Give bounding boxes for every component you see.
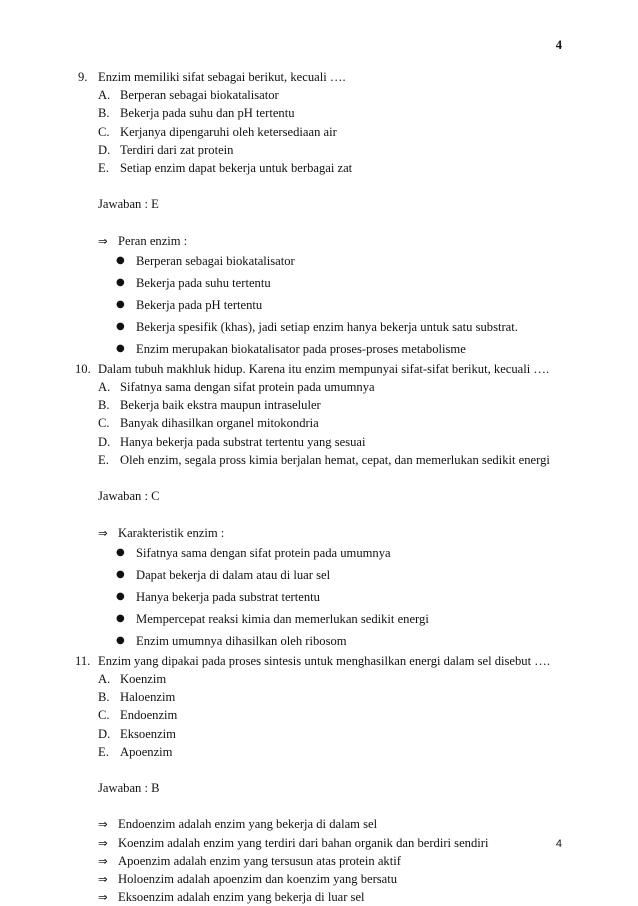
bullet-text: Bekerja spesifik (khas), jadi setiap enzim hanya bekerja untuk satu substrat. bbox=[136, 319, 518, 334]
bullet-text: Bekerja pada suhu tertentu bbox=[136, 275, 271, 290]
option-d bbox=[78, 433, 568, 451]
option-letter: E. bbox=[98, 160, 109, 175]
arrow-icon: ⇒ bbox=[98, 872, 108, 886]
option-text: Haloenzim bbox=[120, 690, 176, 705]
option-letter: B. bbox=[98, 690, 110, 705]
option-text: Endoenzim bbox=[120, 708, 178, 723]
option-text: Eksoenzim bbox=[120, 726, 176, 741]
arrow-item bbox=[78, 815, 568, 833]
bullet-icon: ● bbox=[116, 612, 125, 624]
question-number: 11. bbox=[75, 653, 91, 668]
arrow-icon: ⇒ bbox=[98, 817, 108, 832]
page-number-bottom: 4 bbox=[555, 838, 562, 850]
arrow-icon: ⇒ bbox=[98, 525, 108, 540]
bullet-item bbox=[78, 316, 568, 338]
bullet-text: Enzim merupakan biokatalisator pada proses-proses metabolisme bbox=[136, 341, 466, 356]
bullet-text: Enzim umumnya dihasilkan oleh ribosom bbox=[136, 633, 347, 648]
option-text: Koenzim bbox=[120, 671, 167, 686]
arrow-item bbox=[78, 870, 568, 888]
option-text: Bekerja pada suhu dan pH tertentu bbox=[120, 106, 295, 121]
bullet-text: Hanya bekerja pada substrat tertentu bbox=[136, 589, 320, 604]
bullet-icon: ● bbox=[116, 546, 125, 558]
option-b bbox=[78, 104, 568, 122]
option-text: Setiap enzim dapat bekerja untuk berbagai zat bbox=[120, 160, 353, 175]
arrow-item bbox=[78, 888, 568, 906]
option-text: Terdiri dari zat protein bbox=[120, 142, 234, 157]
option-c bbox=[78, 123, 568, 141]
arrow-text: Eksoenzim adalah enzim yang bekerja di luar sel bbox=[118, 890, 365, 905]
bullet-item bbox=[78, 294, 568, 316]
question-text: Enzim yang dipakai pada proses sintesis untuk menghasilkan energi dalam sel disebut …. bbox=[98, 653, 550, 668]
explanation-title-text: Peran enzim : bbox=[118, 233, 188, 248]
option-a bbox=[78, 378, 568, 396]
bullet-icon: ● bbox=[116, 568, 125, 580]
bullet-text: Berperan sebagai biokatalisator bbox=[136, 253, 295, 268]
arrow-text: Endoenzim adalah enzim yang bekerja di dalam sel bbox=[118, 817, 378, 832]
explanation-title-text: Karakteristik enzim : bbox=[118, 525, 225, 540]
arrow-item bbox=[78, 852, 568, 870]
bullet-icon: ● bbox=[116, 298, 125, 310]
option-letter: C. bbox=[98, 416, 110, 431]
arrow-icon: ⇒ bbox=[98, 890, 108, 905]
bullet-text: Dapat bekerja di dalam atau di luar sel bbox=[136, 567, 331, 582]
option-letter: E. bbox=[98, 744, 109, 759]
explanation-title bbox=[78, 232, 568, 250]
bullet-item bbox=[78, 564, 568, 586]
option-a bbox=[78, 670, 568, 688]
bullet-icon: ● bbox=[116, 342, 125, 354]
question-11 bbox=[75, 652, 568, 670]
option-c bbox=[78, 414, 568, 432]
option-text: Hanya bekerja pada substrat tertentu yang sesuai bbox=[120, 434, 366, 449]
bullet-item bbox=[78, 586, 568, 608]
option-letter: B. bbox=[98, 398, 110, 413]
option-text: Banyak dihasilkan organel mitokondria bbox=[120, 416, 319, 431]
option-text: Berperan sebagai biokatalisator bbox=[120, 88, 279, 103]
option-e bbox=[78, 743, 568, 761]
bullet-icon: ● bbox=[116, 320, 125, 332]
bullet-text: Sifatnya sama dengan sifat protein pada umumnya bbox=[136, 545, 391, 560]
option-b bbox=[78, 688, 568, 706]
bullet-text: Mempercepat reaksi kimia dan memerlukan sedikit energi bbox=[136, 611, 429, 626]
option-e bbox=[78, 159, 568, 177]
option-text: Kerjanya dipengaruhi oleh ketersediaan air bbox=[120, 124, 337, 139]
document-body bbox=[75, 68, 568, 906]
option-letter: E. bbox=[98, 452, 109, 467]
question-text: Dalam tubuh makhluk hidup. Karena itu enzim mempunyai sifat-sifat berikut, kecuali …. bbox=[98, 361, 550, 376]
bullet-item bbox=[78, 608, 568, 630]
option-d bbox=[78, 141, 568, 159]
question-9 bbox=[78, 68, 568, 86]
option-d bbox=[78, 725, 568, 743]
question-10 bbox=[75, 360, 568, 378]
arrow-icon: ⇒ bbox=[98, 835, 108, 850]
arrow-icon: ⇒ bbox=[98, 853, 108, 868]
bullet-item bbox=[78, 250, 568, 272]
option-letter: D. bbox=[98, 142, 111, 157]
option-letter: C. bbox=[98, 124, 110, 139]
option-c bbox=[78, 706, 568, 724]
bullet-item bbox=[78, 272, 568, 294]
explanation-title bbox=[78, 524, 568, 542]
bullet-icon: ● bbox=[116, 590, 125, 602]
question-text: Enzim memiliki sifat sebagai berikut, kecuali …. bbox=[98, 70, 346, 84]
question-number: 9. bbox=[78, 70, 88, 84]
arrow-text: Koenzim adalah enzim yang terdiri dari bahan organik dan berdiri sendiri bbox=[118, 835, 489, 850]
bullet-icon: ● bbox=[116, 254, 125, 266]
option-letter: A. bbox=[98, 380, 111, 395]
option-text: Bekerja baik ekstra maupun intraseluler bbox=[120, 398, 321, 413]
arrow-icon: ⇒ bbox=[98, 233, 108, 248]
bullet-item bbox=[78, 542, 568, 564]
option-letter: C. bbox=[98, 708, 110, 723]
arrow-text: Holoenzim adalah apoenzim dan koenzim yang bersatu bbox=[118, 872, 398, 886]
option-letter: D. bbox=[98, 434, 111, 449]
option-text: Apoenzim bbox=[120, 744, 173, 759]
bullet-item bbox=[78, 338, 568, 360]
question-number: 10. bbox=[75, 361, 91, 376]
bullet-icon: ● bbox=[116, 634, 125, 646]
bullet-icon: ● bbox=[116, 276, 125, 288]
answer: Jawaban : C bbox=[98, 489, 160, 504]
answer: Jawaban : B bbox=[98, 781, 160, 796]
option-b bbox=[78, 396, 568, 414]
option-letter: A. bbox=[98, 671, 111, 686]
option-text: Sifatnya sama dengan sifat protein pada umumnya bbox=[120, 380, 375, 395]
bullet-item bbox=[78, 630, 568, 652]
page-number-top: 4 bbox=[555, 38, 562, 52]
option-letter: B. bbox=[98, 106, 110, 121]
option-a bbox=[78, 86, 568, 104]
option-letter: D. bbox=[98, 726, 111, 741]
arrow-item bbox=[78, 834, 568, 852]
answer: Jawaban : E bbox=[98, 197, 159, 212]
arrow-text: Apoenzim adalah enzim yang tersusun atas protein aktif bbox=[118, 853, 401, 868]
option-letter: A. bbox=[98, 88, 111, 103]
option-text: Oleh enzim, segala pross kimia berjalan hemat, cepat, dan memerlukan sedikit energi bbox=[120, 452, 550, 467]
bullet-text: Bekerja pada pH tertentu bbox=[136, 297, 263, 312]
option-e bbox=[78, 451, 568, 469]
